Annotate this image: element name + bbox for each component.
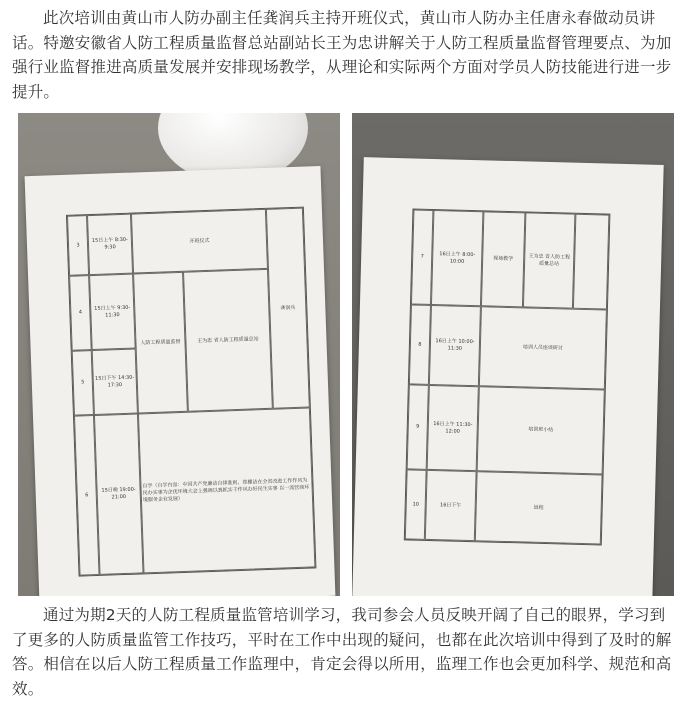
row-time: 15日上午 9:30-11:30 — [89, 274, 136, 350]
host-cell: 龚润兵 — [266, 208, 310, 409]
row-content: 开班仪式 — [131, 209, 268, 274]
blank-cell — [573, 214, 609, 310]
paper-sheet-right — [352, 157, 663, 596]
speaker-cell: 王为忠 省人防工程质量总站 — [183, 269, 273, 412]
schedule-table-right — [404, 208, 611, 545]
row-time: 16日下午 — [425, 470, 477, 541]
row-content: 人防工程质量监督 — [133, 272, 188, 414]
row-number: 7 — [411, 209, 433, 304]
row-number: 8 — [409, 304, 431, 384]
row-number: 3 — [67, 215, 89, 276]
intro-paragraph: 此次培训由黄山市人防办副主任龚润兵主持开班仪式，黄山市人防办主任唐永春做动员讲话。特邀安徽省人防工程质量监督总站副站长王为忠讲解关于人防工程质量监督管理要点、为加强行业监督推进高质量发展并安排现场教学，从理论和实际两个方面对学员人防技能进行进一步提升。 — [12, 9, 672, 101]
row-number: 6 — [74, 415, 100, 576]
row-time: 16日上午 10:00-11:30 — [429, 305, 481, 386]
row-number: 5 — [72, 350, 94, 416]
schedule-photo-right — [352, 113, 674, 596]
schedule-photo-left — [18, 113, 340, 596]
row-time: 15日下午 14:30-17:30 — [92, 349, 138, 415]
paper-sheet-left — [25, 166, 336, 596]
row-content: 现场教学 — [481, 211, 525, 307]
row-number: 10 — [405, 469, 427, 539]
row-time: 15日上午 8:30-9:30 — [87, 214, 133, 275]
row-content: 自学（自学内容：中国共产党廉洁自律准则、郑棚洁在全省改进工作作风为民办实事为企优环境大会上强调以真抓实干作风办好民生实事 以一流营商环境服务企业发展） — [138, 407, 315, 573]
row-time: 16日上午 8:00-10:00 — [431, 210, 483, 306]
row-time: 15日晚 19:00-21:00 — [94, 413, 144, 574]
row-number: 4 — [69, 275, 92, 351]
row-content: 返程 — [475, 471, 603, 544]
row-time: 16日上午 11:30-12:00 — [427, 385, 479, 471]
row-content: 培训班小结 — [477, 386, 605, 474]
row-number: 9 — [407, 384, 429, 469]
speaker-cell: 王为忠 省人防工程质量总站 — [523, 212, 575, 308]
summary-paragraph: 通过为期2天的人防工程质量监管培训学习，我司参会人员反映开阔了自己的眼界，学习到了更多的人防质量监管工作技巧，平时在工作中出现的疑问，也都在此次培训中得到了及时的解答。相信在以后人防工程质量工作监理中，肯定会得以所用，监理工作也会更加科学、规范和高效。 — [12, 606, 672, 698]
row-content: 培训人员座谈研讨 — [479, 306, 607, 389]
schedule-table-left — [66, 207, 316, 577]
